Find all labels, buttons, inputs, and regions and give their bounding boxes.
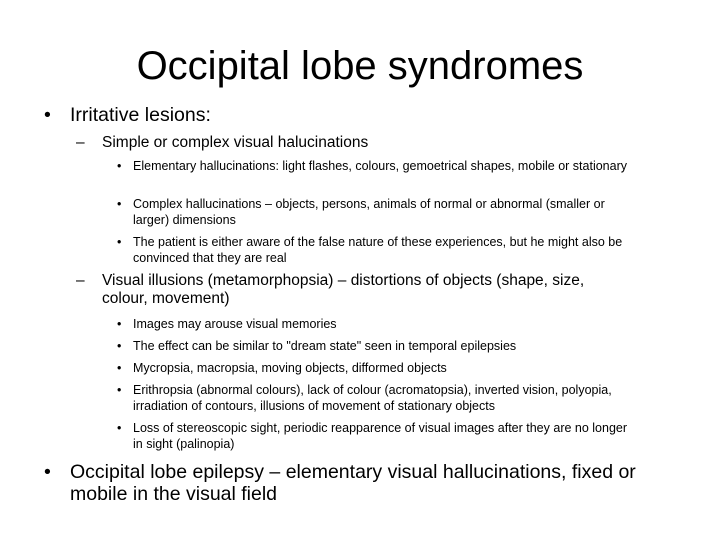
dash-marker: – xyxy=(76,134,85,151)
bullet-text: Erithropsia (abnormal colours), lack of colour (acromatopsia), inverted vision, polyopia, irradiation of contours, illusions of movement of stationary objects xyxy=(133,383,612,413)
bullet-marker: • xyxy=(117,361,122,375)
bullet-marker: • xyxy=(117,339,122,353)
bullet-text: Images may arouse visual memories xyxy=(133,317,337,331)
bullet-complex-hallucinations xyxy=(117,196,633,228)
bullet-text: The effect can be similar to "dream state" seen in temporal epilepsies xyxy=(133,339,517,353)
bullet-dream-state xyxy=(117,338,653,354)
bullet-marker: • xyxy=(44,461,51,483)
bullet-patient-awareness xyxy=(117,234,633,266)
bullet-text: Irritative lesions: xyxy=(70,104,211,126)
bullet-elementary-hallucinations xyxy=(117,158,633,174)
bullet-text: Visual illusions (metamorphopsia) – distortions of objects (shape, size, colour, movement) xyxy=(102,272,585,307)
dash-marker: – xyxy=(76,272,85,289)
bullet-marker: • xyxy=(117,235,122,249)
bullet-text: The patient is either aware of the false nature of these experiences, but he might also be convinced that they are real xyxy=(133,235,623,265)
bullet-text: Loss of stereoscopic sight, periodic reapparence of visual images after they are no longer in sight (palinopia) xyxy=(133,421,628,451)
bullet-marker: • xyxy=(117,197,122,211)
bullet-marker: • xyxy=(44,104,51,126)
bullet-palinopia xyxy=(117,420,633,452)
bullet-visual-memories xyxy=(117,316,653,332)
bullet-marker: • xyxy=(117,421,122,435)
bullet-irritative-lesions xyxy=(44,104,690,126)
bullet-text: Mycropsia, macropsia, moving objects, difformed objects xyxy=(133,361,447,375)
slide-title: Occipital lobe syndromes xyxy=(136,44,584,88)
bullet-mycropsia xyxy=(117,360,653,376)
bullet-marker: • xyxy=(117,159,122,173)
bullet-text: Occipital lobe epilepsy – elementary visual hallucinations, fixed or mobile in the visual field xyxy=(70,461,636,505)
bullet-marker: • xyxy=(117,383,122,397)
bullet-occipital-epilepsy xyxy=(44,461,650,505)
bullet-text: Simple or complex visual halucinations xyxy=(102,134,369,151)
bullet-erithropsia xyxy=(117,382,633,414)
bullet-visual-illusions xyxy=(76,272,622,308)
bullet-text: Elementary hallucinations: light flashes, colours, gemoetrical shapes, mobile or stationary xyxy=(133,159,627,173)
bullet-visual-halucinations xyxy=(76,134,692,152)
bullet-text: Complex hallucinations – objects, persons, animals of normal or abnormal (smaller or larger) dimensions xyxy=(133,197,605,227)
bullet-marker: • xyxy=(117,317,122,331)
